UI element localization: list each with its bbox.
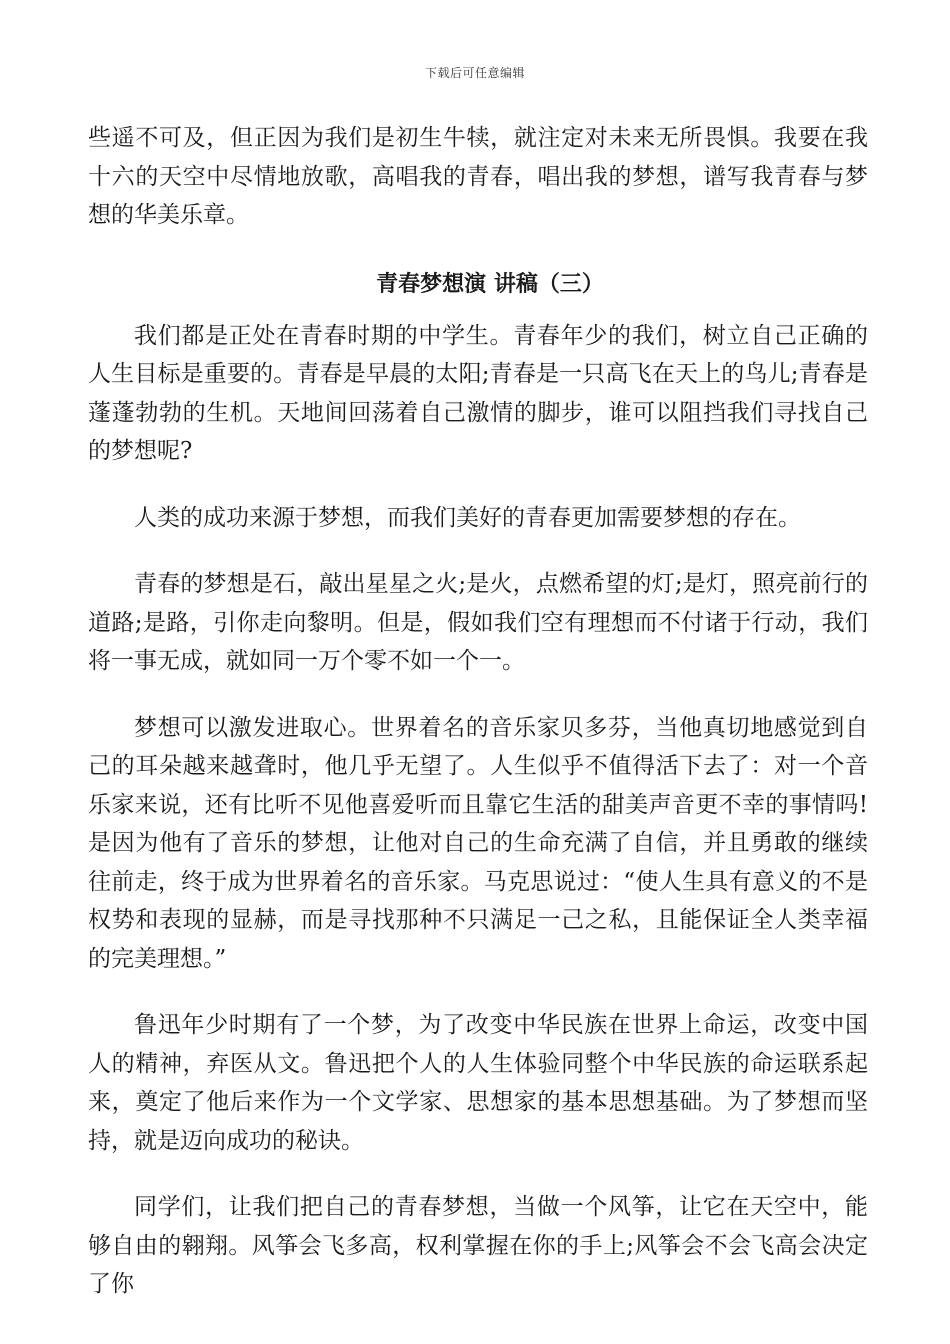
spacer [88, 537, 868, 565]
spacer [88, 471, 868, 499]
section-heading: 青春梦想演 讲稿（三） [376, 270, 604, 297]
body-paragraph-3: 青春的梦想是石，敲出星星之火;是火，点燃希望的灯;是灯，照亮前行的道路;是路，引你走向黎明。但是，假如我们空有理想而不付诸于行动，我们将一事无成，就如同一万个零不如一个一。 [88, 571, 868, 674]
spacer [88, 303, 868, 317]
body-paragraph-4: 梦想可以激发进取心。世界着名的音乐家贝多芬，当他真切地感觉到自己的耳朵越来越聋时，他几乎无望了。人生似乎不值得活下去了：对一个音乐家来说，还有比听不见他喜爱听而且靠它生活的甜美声音更不幸的事情吗!是因为他有了音乐的梦想，让他对自己的生命充满了自信，并且勇敢的继续往前走，终于成为世界着名的音乐家。马克思说过：“使人生具有意义的不是权势和表现的显赫，而是寻找那种不只满足一己之私，且能保证全人类幸福的完美理想。” [88, 714, 868, 972]
spacer [88, 978, 868, 1006]
spacer [88, 681, 868, 709]
spacer [88, 1160, 868, 1188]
body-paragraph-6: 同学们，让我们把自己的青春梦想，当做一个风筝，让它在天空中，能够自由的翱翔。风筝会飞多高，权利掌握在你的手上;风筝会不会飞高会决定了你 [88, 1194, 868, 1297]
intro-paragraph: 些遥不可及，但正因为我们是初生牛犊，就注定对未来无所畏惧。我要在我十六的天空中尽情地放歌，高唱我的青春，唱出我的梦想，谱写我青春与梦想的华美乐章。 [88, 125, 868, 228]
body-paragraph-2: 人类的成功来源于梦想，而我们美好的青春更加需要梦想的存在。 [134, 504, 801, 531]
document-body [88, 119, 868, 1304]
header-note: 下载后可任意编辑 [424, 66, 525, 80]
body-paragraph-1: 我们都是正处在青春时期的中学生。青春年少的我们，树立自己正确的人生目标是重要的。青春是早晨的太阳;青春是一只高飞在天上的鸟儿;青春是蓬蓬勃勃的生机。天地间回荡着自己激情的脚步，谁可以阻挡我们寻找自己的梦想呢? [88, 322, 868, 464]
body-paragraph-5: 鲁迅年少时期有了一个梦，为了改变中华民族在世界上命运，改变中国人的精神，弃医从文。鲁迅把个人的人生体验同整个中华民族的命运联系起来，奠定了他后来作为一个文学家、思想家的基本思想基础。为了梦想而坚持，就是迈向成功的秘诀。 [88, 1012, 868, 1154]
spacer [88, 235, 868, 265]
